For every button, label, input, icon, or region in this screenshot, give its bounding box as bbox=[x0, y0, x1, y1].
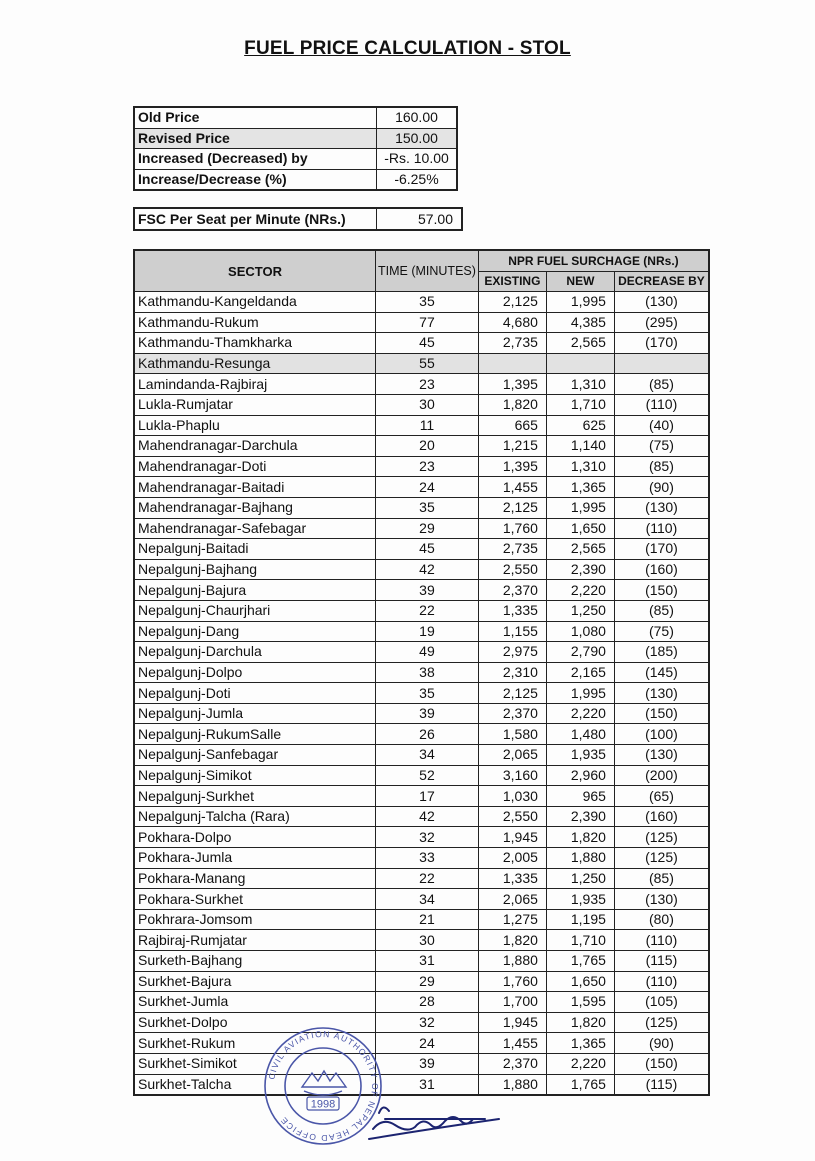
new-cell: 1,935 bbox=[546, 745, 614, 766]
sector-cell: Pokhara-Jumla bbox=[134, 848, 376, 869]
price-value: 160.00 bbox=[377, 107, 458, 128]
decrease-cell bbox=[614, 353, 709, 374]
time-cell: 55 bbox=[376, 353, 479, 374]
table-row bbox=[134, 724, 709, 745]
time-cell: 39 bbox=[376, 1053, 479, 1074]
decrease-cell: (125) bbox=[614, 1012, 709, 1033]
sector-cell: Nepalgunj-Baitadi bbox=[134, 539, 376, 560]
existing-cell: 1,395 bbox=[478, 374, 546, 395]
table-row bbox=[134, 806, 709, 827]
sector-cell: Nepalgunj-Sanfebagar bbox=[134, 745, 376, 766]
time-cell: 39 bbox=[376, 580, 479, 601]
table-row bbox=[134, 621, 709, 642]
new-cell: 1,935 bbox=[546, 889, 614, 910]
decrease-cell: (170) bbox=[614, 539, 709, 560]
price-value: -Rs. 10.00 bbox=[377, 149, 458, 170]
existing-cell: 1,455 bbox=[478, 1033, 546, 1054]
sector-cell: Nepalgunj-Simikot bbox=[134, 765, 376, 786]
sector-cell: Surkhet-Jumla bbox=[134, 992, 376, 1013]
time-cell: 28 bbox=[376, 992, 479, 1013]
decrease-cell: (145) bbox=[614, 662, 709, 683]
table-row bbox=[134, 539, 709, 560]
sector-cell: Nepalgunj-Surkhet bbox=[134, 786, 376, 807]
decrease-cell: (110) bbox=[614, 394, 709, 415]
decrease-cell: (170) bbox=[614, 333, 709, 354]
decrease-cell: (110) bbox=[614, 971, 709, 992]
price-label: Revised Price bbox=[134, 128, 377, 149]
new-cell: 1,710 bbox=[546, 394, 614, 415]
sector-cell: Kathmandu-Rukum bbox=[134, 312, 376, 333]
new-cell: 1,365 bbox=[546, 477, 614, 498]
sector-cell: Nepalgunj-Doti bbox=[134, 683, 376, 704]
price-value: -6.25% bbox=[377, 169, 458, 190]
price-label: Increased (Decreased) by bbox=[134, 149, 377, 170]
existing-cell: 3,160 bbox=[478, 765, 546, 786]
existing-cell: 1,820 bbox=[478, 394, 546, 415]
header-new: NEW bbox=[546, 271, 614, 292]
existing-cell: 2,125 bbox=[478, 497, 546, 518]
sector-cell: Surkhet-Simikot bbox=[134, 1053, 376, 1074]
signature bbox=[365, 1095, 505, 1145]
time-cell: 35 bbox=[376, 683, 479, 704]
table-row bbox=[134, 1053, 709, 1074]
table-row bbox=[134, 827, 709, 848]
new-cell: 1,310 bbox=[546, 374, 614, 395]
time-cell: 30 bbox=[376, 930, 479, 951]
decrease-cell: (85) bbox=[614, 456, 709, 477]
new-cell: 1,080 bbox=[546, 621, 614, 642]
price-label: Increase/Decrease (%) bbox=[134, 169, 377, 190]
table-row bbox=[134, 1012, 709, 1033]
sector-cell: Nepalgunj-Talcha (Rara) bbox=[134, 806, 376, 827]
time-cell: 49 bbox=[376, 642, 479, 663]
sector-cell: Mahendranagar-Doti bbox=[134, 456, 376, 477]
time-cell: 31 bbox=[376, 951, 479, 972]
existing-cell: 2,125 bbox=[478, 683, 546, 704]
table-row bbox=[134, 683, 709, 704]
existing-cell: 1,820 bbox=[478, 930, 546, 951]
seal-year: 1998 bbox=[310, 1098, 336, 1111]
existing-cell bbox=[478, 353, 546, 374]
new-cell: 2,565 bbox=[546, 333, 614, 354]
new-cell: 965 bbox=[546, 786, 614, 807]
decrease-cell: (150) bbox=[614, 1053, 709, 1074]
sector-cell: Surkhet-Talcha bbox=[134, 1074, 376, 1095]
existing-cell: 4,680 bbox=[478, 312, 546, 333]
fsc-table bbox=[133, 207, 463, 231]
time-cell: 45 bbox=[376, 539, 479, 560]
existing-cell: 2,550 bbox=[478, 559, 546, 580]
decrease-cell: (130) bbox=[614, 292, 709, 313]
existing-cell: 2,310 bbox=[478, 662, 546, 683]
table-row bbox=[134, 1074, 709, 1095]
existing-cell: 1,945 bbox=[478, 827, 546, 848]
decrease-cell: (105) bbox=[614, 992, 709, 1013]
time-cell: 33 bbox=[376, 848, 479, 869]
sector-cell: Mahendranagar-Safebagar bbox=[134, 518, 376, 539]
table-row bbox=[134, 415, 709, 436]
sector-cell: Nepalgunj-Chaurjhari bbox=[134, 600, 376, 621]
sector-cell: Kathmandu-Thamkharka bbox=[134, 333, 376, 354]
decrease-cell: (130) bbox=[614, 683, 709, 704]
decrease-cell: (85) bbox=[614, 374, 709, 395]
table-row bbox=[134, 951, 709, 972]
existing-cell: 2,370 bbox=[478, 580, 546, 601]
sector-cell: Nepalgunj-Dolpo bbox=[134, 662, 376, 683]
table-row bbox=[134, 518, 709, 539]
existing-cell: 1,760 bbox=[478, 971, 546, 992]
sector-cell: Mahendranagar-Bajhang bbox=[134, 497, 376, 518]
decrease-cell: (110) bbox=[614, 930, 709, 951]
new-cell: 625 bbox=[546, 415, 614, 436]
decrease-cell: (160) bbox=[614, 806, 709, 827]
decrease-cell: (115) bbox=[614, 1074, 709, 1095]
table-row bbox=[134, 600, 709, 621]
price-value: 150.00 bbox=[377, 128, 458, 149]
time-cell: 38 bbox=[376, 662, 479, 683]
time-cell: 52 bbox=[376, 765, 479, 786]
decrease-cell: (160) bbox=[614, 559, 709, 580]
new-cell: 1,765 bbox=[546, 951, 614, 972]
decrease-cell: (100) bbox=[614, 724, 709, 745]
new-cell: 1,995 bbox=[546, 497, 614, 518]
existing-cell: 1,455 bbox=[478, 477, 546, 498]
sector-cell: Lukla-Phaplu bbox=[134, 415, 376, 436]
table-row bbox=[134, 436, 709, 457]
fsc-value: 57.00 bbox=[377, 208, 463, 230]
existing-cell: 1,215 bbox=[478, 436, 546, 457]
page-title: FUEL PRICE CALCULATION - STOL bbox=[244, 38, 571, 59]
new-cell: 1,595 bbox=[546, 992, 614, 1013]
table-row bbox=[134, 1033, 709, 1054]
price-summary-table bbox=[133, 106, 458, 191]
decrease-cell: (200) bbox=[614, 765, 709, 786]
time-cell: 21 bbox=[376, 909, 479, 930]
new-cell: 2,220 bbox=[546, 580, 614, 601]
time-cell: 26 bbox=[376, 724, 479, 745]
decrease-cell: (130) bbox=[614, 745, 709, 766]
sector-cell: Pokhara-Dolpo bbox=[134, 827, 376, 848]
decrease-cell: (85) bbox=[614, 600, 709, 621]
existing-cell: 1,395 bbox=[478, 456, 546, 477]
header-sector: SECTOR bbox=[134, 250, 376, 292]
decrease-cell: (90) bbox=[614, 477, 709, 498]
sector-cell: Surkhet-Rukum bbox=[134, 1033, 376, 1054]
existing-cell: 1,275 bbox=[478, 909, 546, 930]
time-cell: 42 bbox=[376, 559, 479, 580]
header-existing: EXISTING bbox=[478, 271, 546, 292]
table-row bbox=[134, 745, 709, 766]
decrease-cell: (125) bbox=[614, 827, 709, 848]
existing-cell: 1,335 bbox=[478, 600, 546, 621]
new-cell: 2,390 bbox=[546, 559, 614, 580]
existing-cell: 2,370 bbox=[478, 703, 546, 724]
decrease-cell: (80) bbox=[614, 909, 709, 930]
time-cell: 45 bbox=[376, 333, 479, 354]
new-cell: 1,995 bbox=[546, 683, 614, 704]
fsc-row bbox=[134, 208, 462, 230]
table-row bbox=[134, 312, 709, 333]
time-cell: 23 bbox=[376, 374, 479, 395]
table-row bbox=[134, 353, 709, 374]
existing-cell: 2,975 bbox=[478, 642, 546, 663]
table-row bbox=[134, 374, 709, 395]
time-cell: 34 bbox=[376, 889, 479, 910]
table-row bbox=[134, 477, 709, 498]
table-row bbox=[134, 971, 709, 992]
decrease-cell: (75) bbox=[614, 436, 709, 457]
sector-cell: Pokhara-Surkhet bbox=[134, 889, 376, 910]
table-row bbox=[134, 868, 709, 889]
table-row bbox=[134, 456, 709, 477]
time-cell: 22 bbox=[376, 868, 479, 889]
existing-cell: 2,735 bbox=[478, 539, 546, 560]
existing-cell: 2,550 bbox=[478, 806, 546, 827]
time-cell: 35 bbox=[376, 497, 479, 518]
existing-cell: 2,735 bbox=[478, 333, 546, 354]
decrease-cell: (130) bbox=[614, 889, 709, 910]
time-cell: 77 bbox=[376, 312, 479, 333]
existing-cell: 2,125 bbox=[478, 292, 546, 313]
header-time: TIME (MINUTES) bbox=[376, 250, 479, 292]
existing-cell: 1,580 bbox=[478, 724, 546, 745]
sector-cell: Nepalgunj-Dang bbox=[134, 621, 376, 642]
time-cell: 29 bbox=[376, 518, 479, 539]
new-cell: 1,310 bbox=[546, 456, 614, 477]
time-cell: 22 bbox=[376, 600, 479, 621]
time-cell: 32 bbox=[376, 827, 479, 848]
new-cell: 1,195 bbox=[546, 909, 614, 930]
sector-cell: Kathmandu-Kangeldanda bbox=[134, 292, 376, 313]
time-cell: 17 bbox=[376, 786, 479, 807]
table-row bbox=[134, 703, 709, 724]
sector-cell: Nepalgunj-Bajura bbox=[134, 580, 376, 601]
header-surcharge-group: NPR FUEL SURCHAGE (NRs.) bbox=[478, 250, 709, 271]
time-cell: 32 bbox=[376, 1012, 479, 1033]
decrease-cell: (125) bbox=[614, 848, 709, 869]
existing-cell: 2,065 bbox=[478, 889, 546, 910]
existing-cell: 1,700 bbox=[478, 992, 546, 1013]
existing-cell: 1,155 bbox=[478, 621, 546, 642]
time-cell: 29 bbox=[376, 971, 479, 992]
existing-cell: 1,880 bbox=[478, 1074, 546, 1095]
new-cell: 1,650 bbox=[546, 971, 614, 992]
sector-cell: Surkhet-Dolpo bbox=[134, 1012, 376, 1033]
decrease-cell: (150) bbox=[614, 703, 709, 724]
table-row bbox=[134, 642, 709, 663]
new-cell: 1,710 bbox=[546, 930, 614, 951]
time-cell: 23 bbox=[376, 456, 479, 477]
decrease-cell: (85) bbox=[614, 868, 709, 889]
existing-cell: 2,370 bbox=[478, 1053, 546, 1074]
sector-cell: Mahendranagar-Baitadi bbox=[134, 477, 376, 498]
time-cell: 30 bbox=[376, 394, 479, 415]
time-cell: 19 bbox=[376, 621, 479, 642]
decrease-cell: (90) bbox=[614, 1033, 709, 1054]
table-row bbox=[134, 580, 709, 601]
decrease-cell: (115) bbox=[614, 951, 709, 972]
sector-cell: Nepalgunj-Darchula bbox=[134, 642, 376, 663]
existing-cell: 1,760 bbox=[478, 518, 546, 539]
new-cell: 1,480 bbox=[546, 724, 614, 745]
table-row bbox=[134, 662, 709, 683]
decrease-cell: (110) bbox=[614, 518, 709, 539]
new-cell: 1,250 bbox=[546, 600, 614, 621]
sector-cell: Nepalgunj-RukumSalle bbox=[134, 724, 376, 745]
new-cell: 1,820 bbox=[546, 1012, 614, 1033]
fuel-surcharge-table bbox=[133, 249, 710, 1096]
time-cell: 35 bbox=[376, 292, 479, 313]
price-row bbox=[134, 107, 457, 128]
new-cell: 2,220 bbox=[546, 1053, 614, 1074]
fsc-label: FSC Per Seat per Minute (NRs.) bbox=[134, 208, 377, 230]
sector-cell: Kathmandu-Resunga bbox=[134, 353, 376, 374]
existing-cell: 665 bbox=[478, 415, 546, 436]
sector-cell: Nepalgunj-Bajhang bbox=[134, 559, 376, 580]
new-cell: 1,880 bbox=[546, 848, 614, 869]
existing-cell: 1,335 bbox=[478, 868, 546, 889]
price-row bbox=[134, 169, 457, 190]
new-cell: 1,140 bbox=[546, 436, 614, 457]
decrease-cell: (150) bbox=[614, 580, 709, 601]
sector-cell: Lamindanda-Rajbiraj bbox=[134, 374, 376, 395]
time-cell: 20 bbox=[376, 436, 479, 457]
table-row bbox=[134, 889, 709, 910]
time-cell: 24 bbox=[376, 477, 479, 498]
new-cell: 2,790 bbox=[546, 642, 614, 663]
new-cell: 2,220 bbox=[546, 703, 614, 724]
table-row bbox=[134, 292, 709, 313]
table-row bbox=[134, 394, 709, 415]
table-row bbox=[134, 909, 709, 930]
table-row bbox=[134, 992, 709, 1013]
decrease-cell: (185) bbox=[614, 642, 709, 663]
existing-cell: 2,005 bbox=[478, 848, 546, 869]
price-label: Old Price bbox=[134, 107, 377, 128]
decrease-cell: (75) bbox=[614, 621, 709, 642]
time-cell: 24 bbox=[376, 1033, 479, 1054]
sector-cell: Surketh-Bajhang bbox=[134, 951, 376, 972]
decrease-cell: (40) bbox=[614, 415, 709, 436]
table-row bbox=[134, 765, 709, 786]
sector-cell: Surkhet-Bajura bbox=[134, 971, 376, 992]
time-cell: 39 bbox=[376, 703, 479, 724]
seal-ring-text: CIVIL AVIATION AUTHORITY OF NEPAL HEAD OFFICE bbox=[266, 1028, 381, 1144]
table-row bbox=[134, 786, 709, 807]
table-row bbox=[134, 930, 709, 951]
time-cell: 31 bbox=[376, 1074, 479, 1095]
time-cell: 42 bbox=[376, 806, 479, 827]
new-cell: 1,765 bbox=[546, 1074, 614, 1095]
new-cell: 1,995 bbox=[546, 292, 614, 313]
decrease-cell: (65) bbox=[614, 786, 709, 807]
sector-cell: Nepalgunj-Jumla bbox=[134, 703, 376, 724]
new-cell: 4,385 bbox=[546, 312, 614, 333]
table-row bbox=[134, 333, 709, 354]
existing-cell: 1,880 bbox=[478, 951, 546, 972]
table-row bbox=[134, 559, 709, 580]
price-row bbox=[134, 149, 457, 170]
price-row bbox=[134, 128, 457, 149]
existing-cell: 1,030 bbox=[478, 786, 546, 807]
existing-cell: 2,065 bbox=[478, 745, 546, 766]
time-cell: 11 bbox=[376, 415, 479, 436]
sector-cell: Pokhara-Manang bbox=[134, 868, 376, 889]
new-cell: 1,650 bbox=[546, 518, 614, 539]
table-row bbox=[134, 848, 709, 869]
new-cell: 1,820 bbox=[546, 827, 614, 848]
sector-cell: Pokhrara-Jomsom bbox=[134, 909, 376, 930]
new-cell: 2,960 bbox=[546, 765, 614, 786]
new-cell: 1,365 bbox=[546, 1033, 614, 1054]
new-cell: 2,165 bbox=[546, 662, 614, 683]
new-cell bbox=[546, 353, 614, 374]
decrease-cell: (295) bbox=[614, 312, 709, 333]
sector-cell: Mahendranagar-Darchula bbox=[134, 436, 376, 457]
sector-cell: Lukla-Rumjatar bbox=[134, 394, 376, 415]
new-cell: 2,390 bbox=[546, 806, 614, 827]
existing-cell: 1,945 bbox=[478, 1012, 546, 1033]
time-cell: 34 bbox=[376, 745, 479, 766]
table-row bbox=[134, 497, 709, 518]
decrease-cell: (130) bbox=[614, 497, 709, 518]
sector-cell: Rajbiraj-Rumjatar bbox=[134, 930, 376, 951]
new-cell: 2,565 bbox=[546, 539, 614, 560]
new-cell: 1,250 bbox=[546, 868, 614, 889]
header-decrease: DECREASE BY bbox=[614, 271, 709, 292]
